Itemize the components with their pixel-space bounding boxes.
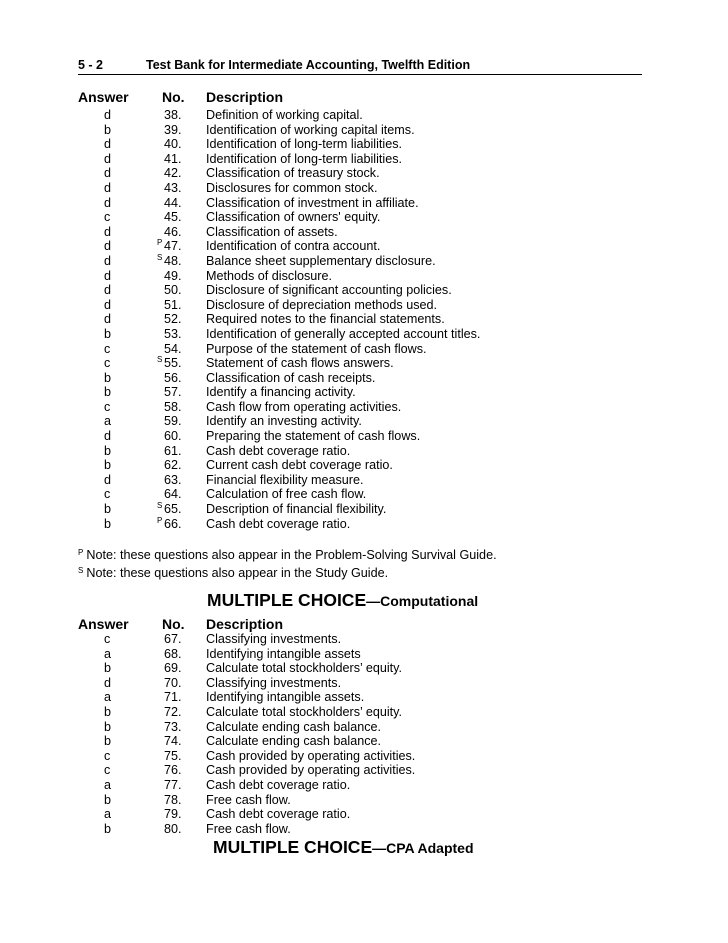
description-cell: Classification of cash receipts. [206, 370, 376, 385]
question-number-cell: 47. [164, 239, 182, 254]
description-cell: Calculate total stockholders’ equity. [206, 661, 403, 676]
answer-cell: d [104, 283, 112, 298]
answer-cell: d [104, 166, 112, 181]
question-number-cell: 56. [164, 370, 182, 385]
source-mark: P [157, 238, 163, 248]
answer-cell: d [104, 312, 112, 327]
description-cell: Cash provided by operating activities. [206, 763, 416, 778]
table-row [78, 312, 642, 327]
description-cell: Classifying investments. [206, 675, 342, 690]
question-number-cell: 63. [164, 472, 182, 487]
question-number-cell: 73. [164, 719, 182, 734]
description-cell: Statement of cash flows answers. [206, 356, 394, 371]
question-number-cell: 44. [164, 195, 182, 210]
source-mark: S [157, 355, 163, 365]
answer-cell: a [104, 807, 112, 822]
question-number-cell: 61. [164, 443, 182, 458]
table-row [78, 676, 642, 691]
question-number-cell: 59. [164, 414, 182, 429]
description-cell: Classification of investment in affiliate. [206, 195, 419, 210]
answer-cell: a [104, 414, 112, 429]
description-cell: Identification of long-term liabilities. [206, 137, 402, 152]
table-row [78, 822, 642, 837]
description-cell: Balance sheet supplementary disclosure. [206, 253, 436, 268]
answer-cell: d [104, 675, 112, 690]
section-heading-main: MULTIPLE CHOICE [207, 590, 367, 610]
answer-cell: d [104, 429, 112, 444]
answer-cell: c [104, 399, 111, 414]
table-row [78, 342, 642, 357]
table-row [78, 356, 642, 371]
question-number-cell: 74. [164, 734, 182, 749]
section-heading-cpa-adapted [213, 837, 474, 858]
description-cell: Disclosure of significant accounting policies. [206, 283, 452, 298]
description-cell: Methods of disclosure. [206, 268, 332, 283]
description-column-header: Description [206, 89, 284, 105]
description-cell: Required notes to the financial statements. [206, 312, 445, 327]
table-row [78, 502, 642, 517]
table-row [78, 298, 642, 313]
description-cell: Identification of long-term liabilities. [206, 151, 402, 166]
answer-cell: d [104, 224, 112, 239]
question-number-cell: 58. [164, 399, 182, 414]
table-row [78, 371, 642, 386]
question-number-cell: 79. [164, 807, 182, 822]
section-heading-main: MULTIPLE CHOICE [213, 837, 373, 857]
number-column-header: No. [162, 89, 185, 105]
page-header [78, 58, 642, 72]
question-number-cell: 68. [164, 646, 182, 661]
description-cell: Disclosures for common stock. [206, 180, 378, 195]
description-cell: Calculate ending cash balance. [206, 734, 382, 749]
description-cell: Preparing the statement of cash flows. [206, 429, 421, 444]
question-number-cell: 42. [164, 166, 182, 181]
answer-cell: d [104, 472, 112, 487]
question-number-cell: 69. [164, 661, 182, 676]
answer-column-header: Answer [78, 616, 129, 632]
answer-cell: c [104, 748, 111, 763]
answer-cell: b [104, 719, 112, 734]
question-number-cell: 53. [164, 326, 182, 341]
table-row [78, 734, 642, 749]
source-mark: S [157, 252, 163, 262]
answer-cell: b [104, 458, 112, 473]
table-row [78, 269, 642, 284]
table-row [78, 225, 642, 240]
number-column-header: No. [162, 616, 185, 632]
question-number-cell: 64. [164, 487, 182, 502]
footnote-text: Note: these questions also appear in the Problem-Solving Survival Guide. [86, 548, 497, 562]
table-row [78, 108, 642, 123]
question-number-cell: 57. [164, 385, 182, 400]
description-column-header: Description [206, 616, 284, 632]
question-number-cell: 43. [164, 180, 182, 195]
answer-cell: c [104, 356, 111, 371]
description-cell: Identification of working capital items. [206, 122, 415, 137]
question-number-cell: 48. [164, 253, 182, 268]
answer-cell: d [104, 239, 112, 254]
description-cell: Classification of assets. [206, 224, 338, 239]
answer-cell: d [104, 108, 112, 122]
question-number-cell: 45. [164, 210, 182, 225]
table-row [78, 807, 642, 822]
table-row [78, 720, 642, 735]
description-cell: Cash provided by operating activities. [206, 748, 416, 763]
answer-cell: a [104, 777, 112, 792]
table-row [78, 705, 642, 720]
table-row [78, 517, 642, 532]
table-row [78, 400, 642, 415]
table-row [78, 778, 642, 793]
description-cell: Current cash debt coverage ratio. [206, 458, 393, 473]
answer-cell: d [104, 180, 112, 195]
footnote-p [78, 545, 497, 563]
description-cell: Calculate total stockholders’ equity. [206, 704, 403, 719]
question-number-cell: 71. [164, 690, 182, 705]
question-number-cell: 76. [164, 763, 182, 778]
description-cell: Identifying intangible assets. [206, 690, 365, 705]
table-row [78, 123, 642, 138]
question-number-cell: 72. [164, 704, 182, 719]
question-number-cell: 80. [164, 821, 182, 836]
table-row [78, 152, 642, 167]
description-cell: Description of financial flexibility. [206, 502, 387, 517]
question-number-cell: 52. [164, 312, 182, 327]
description-cell: Identify a financing activity. [206, 385, 356, 400]
description-cell: Calculate ending cash balance. [206, 719, 382, 734]
question-number-cell: 75. [164, 748, 182, 763]
description-cell: Purpose of the statement of cash flows. [206, 341, 427, 356]
table-row [78, 632, 642, 647]
table-row [78, 749, 642, 764]
question-number-cell: 55. [164, 356, 182, 371]
table-row [78, 196, 642, 211]
answer-cell: a [104, 646, 112, 661]
description-cell: Identification of contra account. [206, 239, 381, 254]
table-row [78, 690, 642, 705]
description-cell: Classifying investments. [206, 632, 342, 646]
answer-cell: d [104, 195, 112, 210]
answer-cell: b [104, 516, 112, 531]
description-cell: Free cash flow. [206, 792, 291, 807]
table-row [78, 763, 642, 778]
table-row [78, 385, 642, 400]
section-heading-sub: —CPA Adapted [372, 840, 474, 856]
table-row [78, 166, 642, 181]
table-row [78, 793, 642, 808]
question-number-cell: 67. [164, 632, 182, 646]
footnotes [78, 545, 497, 581]
question-number-cell: 41. [164, 151, 182, 166]
answer-cell: b [104, 122, 112, 137]
question-number-cell: 65. [164, 502, 182, 517]
table-row [78, 487, 642, 502]
answer-cell: b [104, 792, 112, 807]
question-number-cell: 62. [164, 458, 182, 473]
question-number-cell: 50. [164, 283, 182, 298]
description-cell: Disclosure of depreciation methods used. [206, 297, 438, 312]
answer-cell: c [104, 632, 111, 646]
footnote-text: Note: these questions also appear in the Study Guide. [86, 566, 389, 580]
page-number: 5 - 2 [78, 58, 104, 72]
table-row [78, 327, 642, 342]
table-row [78, 458, 642, 473]
table-row [78, 414, 642, 429]
answer-cell: b [104, 734, 112, 749]
answer-cell: d [104, 268, 112, 283]
answer-cell: d [104, 151, 112, 166]
question-number-cell: 60. [164, 429, 182, 444]
description-cell: Cash debt coverage ratio. [206, 777, 351, 792]
question-number-cell: 78. [164, 792, 182, 807]
footnote-s [78, 563, 497, 581]
table-row [78, 254, 642, 269]
description-cell: Identify an investing activity. [206, 414, 362, 429]
question-number-cell: 77. [164, 777, 182, 792]
section-heading-sub: —Computational [366, 593, 479, 609]
description-cell: Identification of generally accepted account titles. [206, 326, 481, 341]
table-row [78, 444, 642, 459]
answer-cell: b [104, 661, 112, 676]
question-number-cell: 49. [164, 268, 182, 283]
description-cell: Financial flexibility measure. [206, 472, 364, 487]
description-cell: Free cash flow. [206, 821, 291, 836]
answer-cell: d [104, 297, 112, 312]
answer-cell: d [104, 137, 112, 152]
table-row [78, 473, 642, 488]
description-cell: Cash debt coverage ratio. [206, 443, 351, 458]
question-number-cell: 46. [164, 224, 182, 239]
answer-cell: c [104, 763, 111, 778]
table-row [78, 661, 642, 676]
answer-cell: c [104, 341, 111, 356]
description-cell: Identifying intangible assets [206, 646, 361, 661]
question-number-cell: 38. [164, 108, 182, 122]
answer-cell: b [104, 385, 112, 400]
question-number-cell: 54. [164, 341, 182, 356]
description-cell: Classification of treasury stock. [206, 166, 380, 181]
description-cell: Cash debt coverage ratio. [206, 516, 351, 531]
answer-cell: c [104, 487, 111, 502]
question-number-cell: 51. [164, 297, 182, 312]
source-mark: S [157, 501, 163, 511]
book-title: Test Bank for Intermediate Accounting, Twelfth Edition [146, 58, 471, 72]
table-row [78, 181, 642, 196]
question-number-cell: 70. [164, 675, 182, 690]
answer-cell: b [104, 502, 112, 517]
table-row [78, 239, 642, 254]
computational-answer-table [78, 632, 642, 836]
header-rule [78, 74, 642, 75]
table-row [78, 137, 642, 152]
answer-cell: a [104, 690, 112, 705]
section-heading-computational [207, 590, 478, 611]
table-row [78, 647, 642, 662]
question-number-cell: 66. [164, 516, 182, 531]
answer-cell: b [104, 443, 112, 458]
description-cell: Calculation of free cash flow. [206, 487, 367, 502]
answer-cell: d [104, 253, 112, 268]
answer-cell: b [104, 704, 112, 719]
conceptual-answer-table [78, 108, 642, 531]
description-cell: Cash flow from operating activities. [206, 399, 402, 414]
footnote-mark: S [78, 566, 84, 575]
description-cell: Definition of working capital. [206, 108, 363, 122]
question-number-cell: 40. [164, 137, 182, 152]
footnote-mark: P [78, 548, 84, 557]
answer-cell: b [104, 326, 112, 341]
table-row [78, 210, 642, 225]
answer-cell: c [104, 210, 111, 225]
question-number-cell: 39. [164, 122, 182, 137]
answer-cell: b [104, 370, 112, 385]
source-mark: P [157, 515, 163, 525]
answer-cell: b [104, 821, 112, 836]
description-cell: Cash debt coverage ratio. [206, 807, 351, 822]
table-row [78, 429, 642, 444]
description-cell: Classification of owners' equity. [206, 210, 381, 225]
answer-column-header: Answer [78, 89, 129, 105]
table-row [78, 283, 642, 298]
